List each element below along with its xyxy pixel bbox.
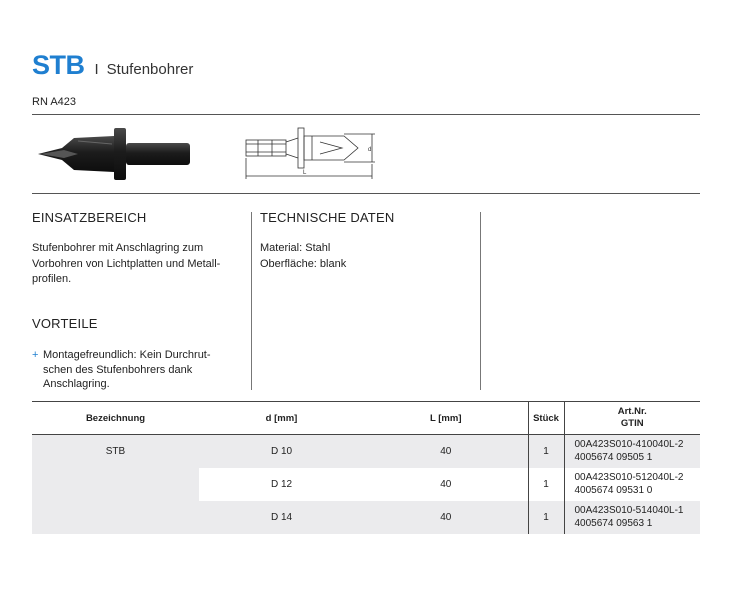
- artnr-value: 00A423S010-514040L-1: [574, 505, 684, 516]
- technik-line: Oberfläche: blank: [260, 257, 347, 270]
- cell-artnr: [564, 435, 700, 468]
- gtin-value: 4005674 09505 1: [574, 452, 653, 464]
- divider-top: [32, 114, 700, 115]
- cell-stueck: 1: [528, 468, 564, 501]
- cell-l: 40: [364, 468, 528, 501]
- cell-stueck: 1: [528, 435, 564, 468]
- vorteile-line: Montagefreundlich: Kein Durchrut-: [43, 349, 211, 361]
- specs-table: [32, 401, 700, 534]
- title-separator: I: [94, 61, 99, 78]
- dim-label-d: d: [368, 147, 372, 153]
- vorteile-line: Anschlagring.: [43, 378, 110, 390]
- einsatzbereich-text: [32, 241, 247, 288]
- cell-d: D 10: [199, 435, 364, 468]
- product-photo: [34, 124, 194, 184]
- col-header-d: d [mm]: [199, 402, 364, 435]
- col-header-bezeichnung: Bezeichnung: [32, 402, 199, 435]
- column-divider-1: [251, 212, 252, 390]
- table-row: [32, 435, 700, 468]
- cell-l: 40: [364, 435, 528, 468]
- einsatz-line: profilen.: [32, 273, 72, 285]
- vorteile-text: [43, 348, 243, 392]
- einsatz-line: Stufenbohrer mit Anschlagring zum: [32, 242, 204, 254]
- technische-daten-title: TECHNISCHE DATEN: [260, 210, 395, 225]
- cell-bezeichnung: [32, 501, 199, 534]
- cell-d: D 12: [199, 468, 364, 501]
- cell-bezeichnung: STB: [32, 435, 199, 468]
- product-title: [32, 50, 193, 81]
- table-header-row: [32, 402, 700, 435]
- divider-mid: [32, 193, 700, 194]
- technical-drawing: [240, 122, 382, 184]
- cell-stueck: 1: [528, 501, 564, 534]
- plus-icon: +: [32, 349, 39, 361]
- cell-l: 40: [364, 501, 528, 534]
- vorteile-bullet: [32, 348, 243, 392]
- table-row: [32, 501, 700, 534]
- col-header-artnr: [564, 402, 700, 435]
- artnr-value: 00A423S010-410040L-2: [574, 439, 684, 451]
- artnr-value: 00A423S010-512040L-2: [574, 472, 684, 483]
- technik-line: Material: Stahl: [260, 242, 331, 254]
- col-header-stueck: Stück: [528, 402, 564, 435]
- dim-label-l: L: [303, 170, 307, 176]
- cell-bezeichnung: [32, 468, 199, 501]
- column-divider-2: [480, 212, 481, 390]
- product-code: STB: [32, 50, 85, 80]
- col-header-l: L [mm]: [364, 402, 528, 435]
- col-header-artnr-label: Art.Nr.: [617, 406, 647, 417]
- vorteile-line: schen des Stufenbohrers dank: [43, 363, 193, 376]
- rn-number: RN A423: [32, 96, 77, 108]
- cell-d: D 14: [199, 501, 364, 534]
- vorteile-title: VORTEILE: [32, 316, 98, 331]
- cell-artnr: [564, 501, 700, 534]
- gtin-value: 4005674 09563 1: [574, 518, 653, 529]
- technische-daten-text: [260, 241, 470, 272]
- cell-artnr: [564, 468, 700, 501]
- product-name: Stufenbohrer: [106, 61, 194, 78]
- table-row: [32, 468, 700, 501]
- col-header-gtin-label: GTIN: [620, 418, 644, 429]
- einsatzbereich-title: EINSATZBEREICH: [32, 210, 147, 225]
- einsatz-line: Vorbohren von Lichtplatten und Metall-: [32, 257, 221, 270]
- gtin-value: 4005674 09531 0: [574, 485, 653, 496]
